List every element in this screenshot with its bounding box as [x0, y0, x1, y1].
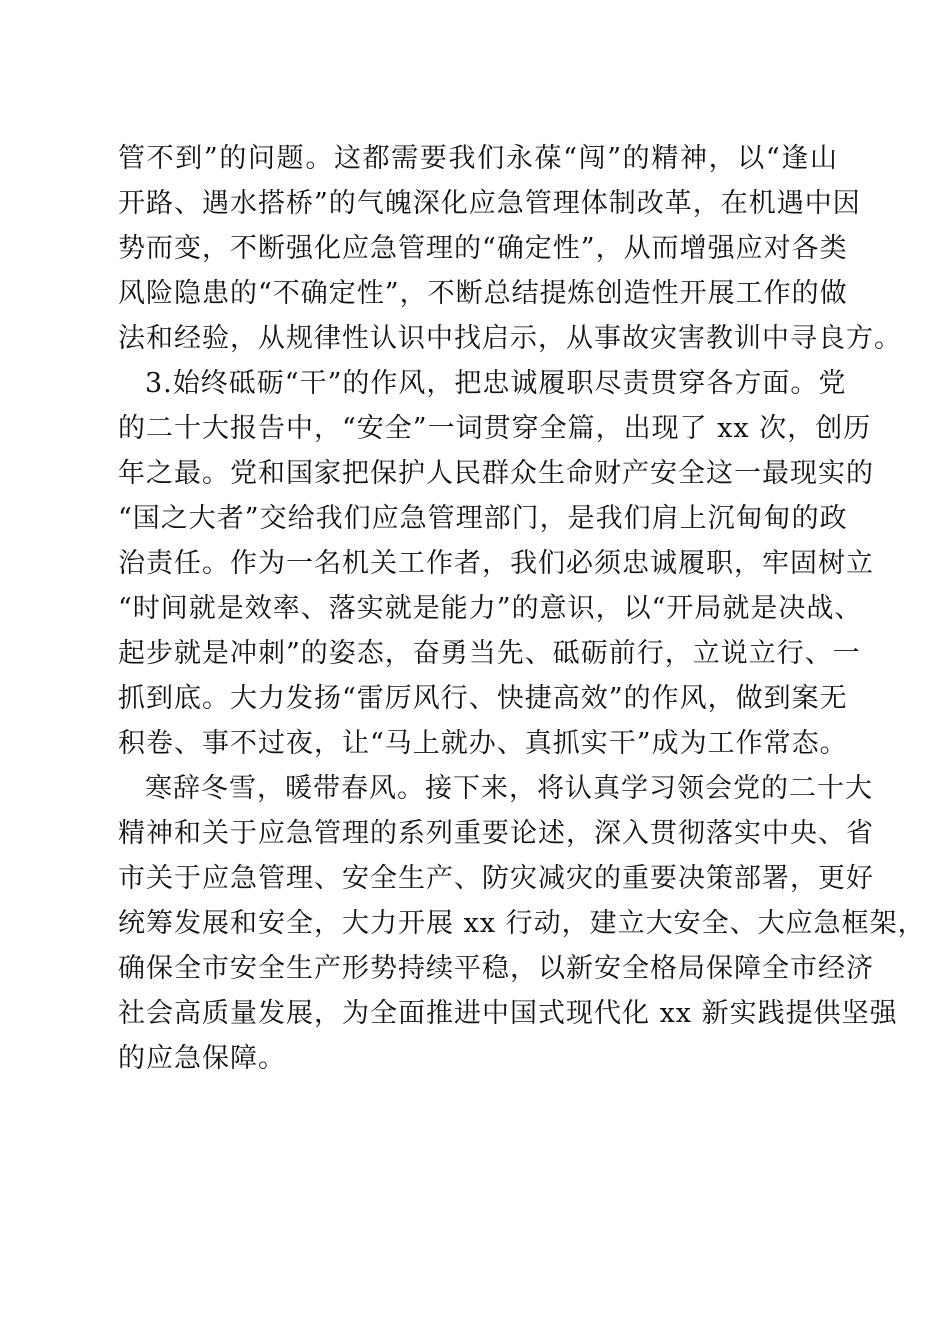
- text-line: 的应急保障。: [118, 1043, 286, 1074]
- paragraph-1: [118, 136, 902, 361]
- text-line: 社会高质量发展，为全面推进中国式现代化 xx 新实践提供坚强: [118, 998, 898, 1029]
- text-line: 确保全市安全生产形势持续平稳，以新安全格局保障全市经济: [118, 953, 874, 984]
- text-line: 精神和关于应急管理的系列重要论述，深入贯彻落实中央、省: [118, 818, 874, 849]
- text-line: 势而变，不断强化应急管理的“确定性”，从而增强应对各类: [118, 233, 848, 264]
- text-line: 年之最。党和国家把保护人民群众生命财产安全这一最现实的: [118, 458, 874, 489]
- document-body: [118, 136, 926, 1081]
- text-line: 统筹发展和安全，大力开展 xx 行动，建立大安全、大应急框架，: [118, 908, 926, 939]
- text-line: 积卷、事不过夜，让“马上就办、真抓实干”成为工作常态。: [118, 728, 848, 759]
- paragraph-2: [118, 361, 874, 766]
- text-line: 起步就是冲刺”的姿态，奋勇当先、砥砺前行，立说立行、一: [118, 638, 861, 669]
- text-line: 治责任。作为一名机关工作者，我们必须忠诚履职，牢固树立: [118, 548, 874, 579]
- paragraph-3: [118, 766, 926, 1081]
- text-line: “时间就是效率、落实就是能力”的意识，以“开局就是决战、: [118, 593, 863, 624]
- text-line: “国之大者”交给我们应急管理部门，是我们肩上沉甸甸的政: [118, 503, 848, 534]
- text-line: 法和经验，从规律性认识中找启示，从事故灾害教训中寻良方。: [118, 323, 902, 354]
- text-line: 寒辞冬雪，暖带春风。接下来，将认真学习领会党的二十大: [145, 773, 873, 804]
- text-line: 市关于应急管理、安全生产、防灾减灾的重要决策部署，更好: [118, 863, 874, 894]
- text-line: 管不到”的问题。这都需要我们永葆“闯”的精神，以“逢山: [118, 143, 838, 174]
- text-line: 风险隐患的“不确定性”，不断总结提炼创造性开展工作的做: [118, 278, 848, 309]
- text-line: 开路、遇水搭桥”的气魄深化应急管理体制改革，在机遇中因: [118, 188, 861, 219]
- text-line: 3.始终砥砺“干”的作风，把忠诚履职尽责贯穿各方面。党: [145, 368, 847, 399]
- text-line: 抓到底。大力发扬“雷厉风行、快捷高效”的作风，做到案无: [118, 683, 848, 714]
- text-line: 的二十大报告中，“安全”一词贯穿全篇，出现了 xx 次，创历: [118, 413, 872, 444]
